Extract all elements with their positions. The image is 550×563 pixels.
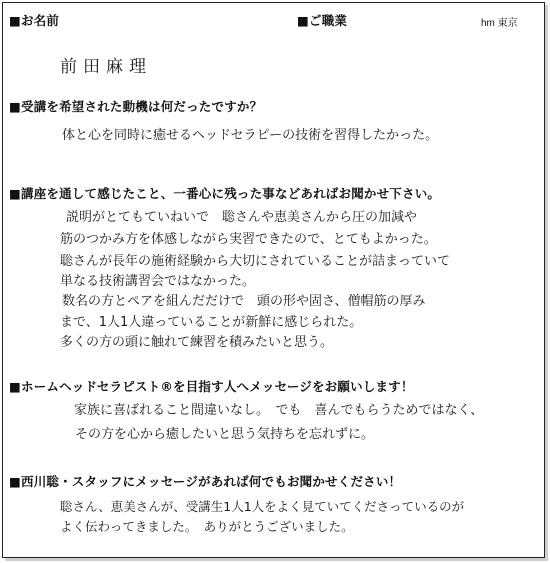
location-text: hm 東京 <box>481 18 518 29</box>
impressions-question: ■講座を通して感じたこと、一番心に残った事などあればお聞かせ下さい。 <box>9 186 441 201</box>
frame-shadow-right <box>545 5 548 561</box>
message-answer-line: 家族に喜ばれること間違いなし。 でも 喜んでもらうためではなく、 <box>74 403 484 418</box>
impressions-answer-line: 数名の方とペアを組んだだけで 頭の形や固さ、僧帽筋の厚み <box>62 294 426 309</box>
impressions-answer-line: 単なる技術講習会ではなかった。 <box>60 274 256 289</box>
impressions-answer-line: 聡さんが長年の施術経験から大切にされていることが詰まっていて <box>60 254 451 269</box>
name-label: ■お名前 <box>9 13 60 28</box>
impressions-answer-line: 筋のつかみ方を体感しながら実習できたので、とてもよかった。 <box>60 232 437 247</box>
occupation-label: ■ご職業 <box>297 13 348 28</box>
frame-shadow-bottom <box>5 558 548 561</box>
staff-message-answer-line: よく伝わってきました。 ありがとうございました。 <box>60 519 354 534</box>
impressions-answer-line: まで、1人1人違っていることが新鮮に感じられた。 <box>60 315 363 330</box>
staff-message-answer-line: 聡さん、恵美さんが、受講生1人1人をよく見ていてくださっているのが <box>60 499 465 514</box>
message-to-aspirants-question: ■ホームヘッドセラピスト®を目指す人へメッセージをお願いします！ <box>9 379 414 394</box>
message-answer-line: その方を心から癒したいと思う気持ちを忘れずに。 <box>75 427 375 442</box>
motivation-answer-line: 体と心を同時に癒せるヘッドセラピーの技術を習得したかった。 <box>62 128 439 143</box>
impressions-answer-line: 説明がとてもていねいで 聡さんや恵美さんから圧の加減や <box>66 210 418 225</box>
impressions-answer-line: 多くの方の頭に触れて練習を積みたいと思う。 <box>60 335 334 350</box>
message-to-staff-question: ■西川聡・スタッフにメッセージがあれば何でもお聞かせください！ <box>9 474 402 489</box>
motivation-question: ■受講を希望された動機は何だったですか？ <box>9 99 263 114</box>
name-value: 前田麻理 <box>60 57 152 77</box>
